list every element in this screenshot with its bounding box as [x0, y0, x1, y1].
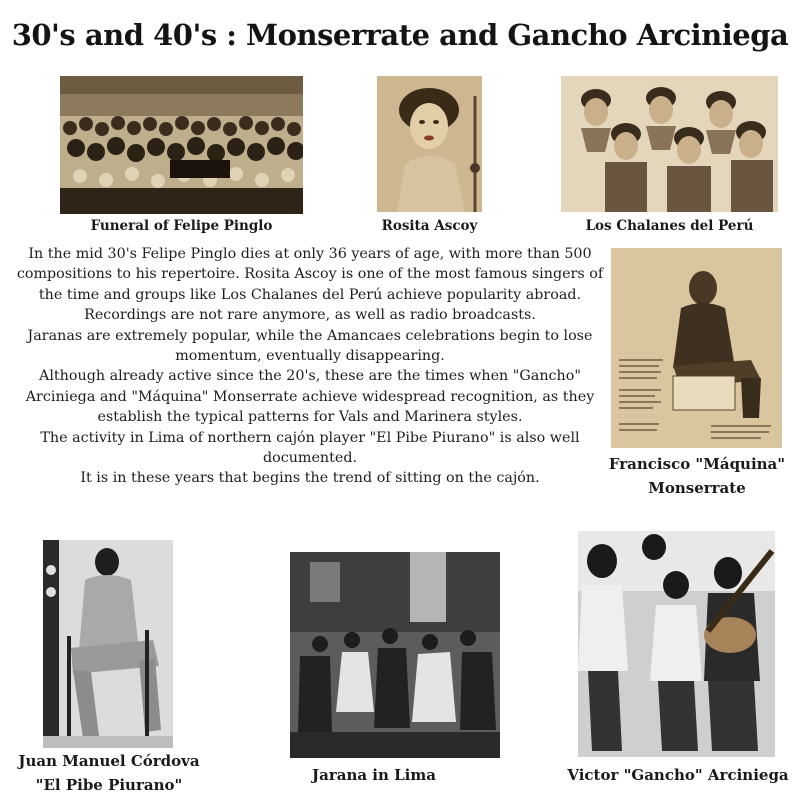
jarana-photo [290, 552, 500, 758]
cordova-photo [43, 540, 173, 748]
body-paragraph: The activity in Lima of northern cajón player "El Pibe Piurano" is also well documented. [40, 429, 580, 467]
caption-gancho: Victor "Gancho" Arciniega [567, 766, 789, 784]
caption-maquina-line2: Monserrate [648, 479, 746, 497]
maquina-photo [611, 248, 782, 448]
body-paragraph: Jaranas are extremely popular, while the Amancaes celebrations begin to lose momentum, eventually disappearing. [27, 327, 593, 365]
caption-cordova-line1: Juan Manuel Córdova [18, 752, 200, 770]
body-paragraph: Although already active since the 20's, these are the times when "Gancho" Arciniega and "Máquina" Monserrate achieve widespread recognition, as they establish the typical patterns for Vals and Marinera styles. [25, 368, 595, 426]
page-title: 30's and 40's : Monserrate and Gancho Arciniega [11, 18, 789, 52]
caption-maquina [594, 452, 800, 500]
caption-cordova-line2: "El Pibe Piurano" [35, 776, 183, 794]
rosita-photo [377, 76, 482, 212]
body-paragraph: Recordings are not rare anymore, as well as radio broadcasts. [84, 307, 536, 324]
body-text [10, 244, 610, 489]
chalanes-photo [561, 76, 778, 212]
caption-chalanes: Los Chalanes del Perú [585, 218, 754, 234]
caption-rosita: Rosita Ascoy [381, 218, 478, 234]
caption-cordova [0, 749, 218, 797]
caption-funeral: Funeral of Felipe Pinglo [90, 218, 273, 234]
funeral-photo [60, 76, 303, 214]
body-paragraph: In the mid 30's Felipe Pinglo dies at only 36 years of age, with more than 500 compositions to his repertoire. Rosita Ascoy is one of the most famous singers of the time and groups like Los Chalanes del Perú achieve popularity abroad. [16, 246, 604, 303]
caption-maquina-line1: Francisco "Máquina" [608, 455, 786, 473]
caption-jarana: Jarana in Lima [312, 766, 436, 784]
body-paragraph: It is in these years that begins the trend of sitting on the cajón. [80, 470, 540, 487]
gancho-photo [578, 531, 775, 757]
